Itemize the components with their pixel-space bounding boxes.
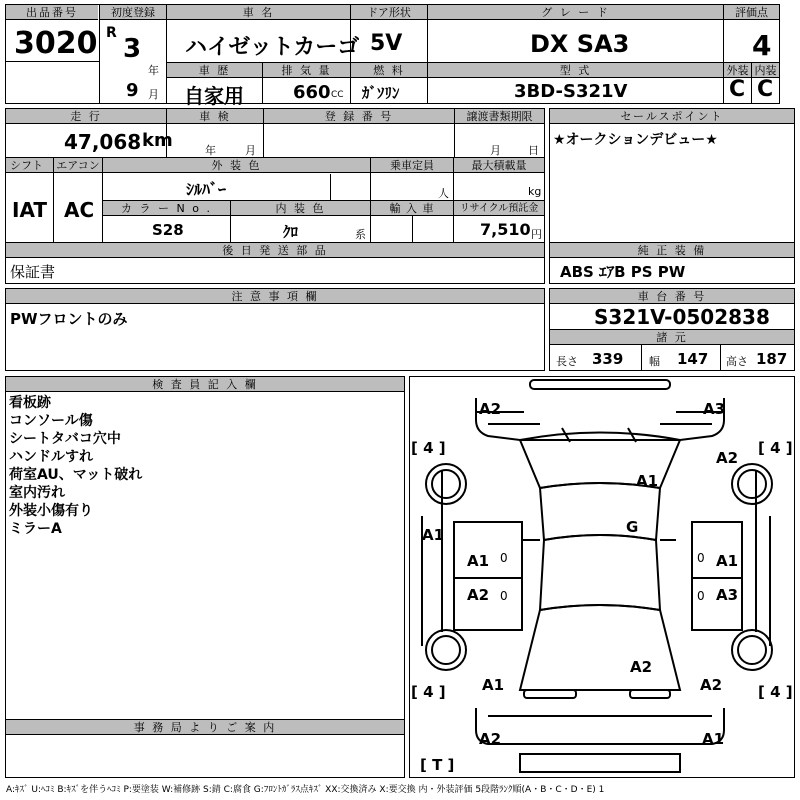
capacity-label: 乗車定員	[371, 158, 453, 173]
width: 147	[677, 350, 709, 368]
displacement: 660	[293, 82, 331, 103]
recycle-fee: 7,510	[480, 220, 531, 239]
mark-top-left: A2	[479, 400, 502, 418]
wid-label: 幅	[649, 355, 660, 368]
equipment-text: ABS ｴｱB PS PW	[560, 263, 686, 281]
mark-tire-fl: [ 4 ]	[411, 439, 446, 457]
grade-label: グ レ ー ド	[428, 5, 723, 20]
mark-bottom-left: A2	[479, 730, 502, 748]
mark-roof: G	[626, 518, 639, 536]
score: 4	[752, 29, 772, 62]
spec-label: 諸 元	[550, 330, 794, 345]
mark-door-fl: A1	[467, 552, 490, 570]
inspector-line: 室内汚れ	[9, 485, 65, 501]
mark-zero: 0	[500, 589, 508, 603]
sales-text: ★オークションデビュー★	[553, 132, 718, 148]
notes-label: 注 意 事 項 欄	[6, 289, 544, 304]
mark-tire-rr: [ 4 ]	[758, 683, 793, 701]
mark-rear-l: A1	[482, 676, 505, 694]
door-type: 5V	[370, 31, 403, 56]
mileage-unit: km	[142, 130, 173, 151]
post-items: 保証書	[10, 263, 56, 281]
mark-zero: 0	[500, 551, 508, 565]
mark-door-rl: A2	[467, 586, 490, 604]
era: R	[106, 25, 117, 41]
reg-label: 初度登録	[100, 5, 166, 20]
fuel-label: 燃 料	[351, 63, 427, 78]
int-grade: C	[757, 77, 774, 102]
insp-year-unit: 年	[205, 144, 216, 157]
mark-left-side: A1	[422, 526, 445, 544]
mark-spare: [ T ]	[420, 756, 455, 774]
legend: A:ｷｽﾞ U:ﾍｺﾐ B:ｷｽﾞを伴うﾍｺﾐ P:要塗装 W:補修跡 S:錆 C:腐食 G:ﾌﾛﾝﾄｶﾞﾗｽ点ｷｽﾞ XX:交換済み X:要交換 内・外装評価 5段階ﾗﾝｸ順(A・B・C・D・E) 1	[6, 785, 605, 795]
sales-label: セールスポイント	[550, 109, 794, 124]
door-label: ドア形状	[351, 5, 427, 20]
chassis-label: 車 台 番 号	[550, 289, 794, 304]
interior-color: ｸﾛ	[283, 223, 299, 241]
shift: IAT	[12, 198, 48, 222]
inspection-label: 車 検	[167, 109, 263, 124]
chassis-number: S321V-0502838	[594, 305, 770, 329]
model-code: 3BD-S321V	[514, 81, 628, 102]
import-label: 輸 入 車	[371, 201, 453, 216]
capacity-unit: 人	[438, 187, 449, 200]
mark-tire-rl: [ 4 ]	[411, 683, 446, 701]
inspector-line: コンソール傷	[9, 413, 93, 429]
fuel: ｶﾞｿﾘﾝ	[362, 84, 400, 102]
vehicle-name: ハイゼットカーゴ	[185, 35, 360, 60]
intcolor-unit: 系	[355, 228, 366, 241]
inspector-line: 看板跡	[9, 395, 51, 411]
mark-bottom-right: A1	[702, 730, 725, 748]
mark-rear-r: A2	[700, 676, 723, 694]
post-label: 後 日 発 送 部 品	[6, 243, 544, 258]
tr-month-unit: 月	[490, 144, 501, 157]
recycle-unit: 円	[531, 228, 542, 241]
height: 187	[756, 350, 788, 368]
reg-year: 3	[123, 34, 142, 64]
load-label: 最大積載量	[454, 158, 544, 173]
history: 自家用	[184, 84, 244, 108]
mark-zero: 0	[697, 589, 705, 603]
mark-zero: 0	[697, 551, 705, 565]
model-label: 型 式	[428, 63, 723, 78]
tr-day-unit: 日	[528, 144, 539, 157]
mileage: 47,068	[64, 130, 142, 154]
grade: DX SA3	[530, 30, 630, 58]
len-label: 長さ	[556, 355, 578, 368]
score-label: 評価点	[724, 5, 779, 20]
inspector-line: シートタバコ穴中	[9, 431, 121, 447]
inspector-label: 検 査 員 記 入 欄	[6, 377, 404, 392]
mark-rear-glass: A2	[630, 658, 653, 676]
load-unit: kg	[528, 185, 542, 198]
lot-label: 出品番号	[6, 5, 98, 20]
color-number: S28	[152, 221, 184, 239]
mark-hood: A1	[636, 472, 659, 490]
mark-top-right: A3	[703, 400, 726, 418]
hgt-label: 高さ	[726, 355, 748, 368]
length: 339	[592, 350, 624, 368]
intcolor-label: 内 装 色	[231, 201, 370, 216]
inspector-line: ミラーA	[9, 521, 62, 537]
insp-month-unit: 月	[245, 144, 256, 157]
cc-label: 排 気 量	[263, 63, 350, 78]
inspector-line: 外装小傷有り	[9, 503, 93, 519]
month-unit: 月	[148, 88, 159, 101]
history-label: 車 歴	[167, 63, 262, 78]
reg-month: 9	[126, 80, 139, 101]
ext-grade: C	[729, 77, 746, 102]
recycle-label: リサイクル預託金	[454, 201, 544, 216]
transfer-label: 譲渡書類期限	[455, 109, 544, 124]
equipment-label: 純 正 装 備	[550, 243, 794, 258]
notes-text: PWフロントのみ	[10, 310, 128, 328]
inspector-line: 荷室AU、マット破れ	[9, 467, 143, 483]
lot-number: 3020	[14, 26, 98, 61]
cc-unit: CC	[331, 90, 344, 100]
ac: AC	[64, 198, 95, 222]
mark-door-rr: A3	[716, 586, 739, 604]
color-label: 外 装 色	[103, 158, 370, 173]
shift-label: シフト	[6, 158, 53, 173]
colorno-label: カ ラ ー N o .	[103, 201, 230, 216]
year-unit: 年	[148, 64, 159, 77]
ext-label: 外装	[724, 63, 751, 78]
name-label: 車 名	[167, 5, 350, 20]
color: ｼﾙﾊﾞｰ	[186, 180, 227, 199]
ac-label: エアコン	[54, 158, 102, 173]
mark-fender-fr: A2	[716, 449, 739, 467]
regno-label: 登 録 番 号	[264, 109, 454, 124]
int-label: 内装	[752, 63, 779, 78]
mileage-label: 走 行	[6, 109, 166, 124]
inspector-line: ハンドルすれ	[9, 449, 93, 465]
office-label: 事 務 局 よ り ご 案 内	[6, 720, 404, 735]
mark-door-fr: A1	[716, 552, 739, 570]
mark-tire-fr: [ 4 ]	[758, 439, 793, 457]
